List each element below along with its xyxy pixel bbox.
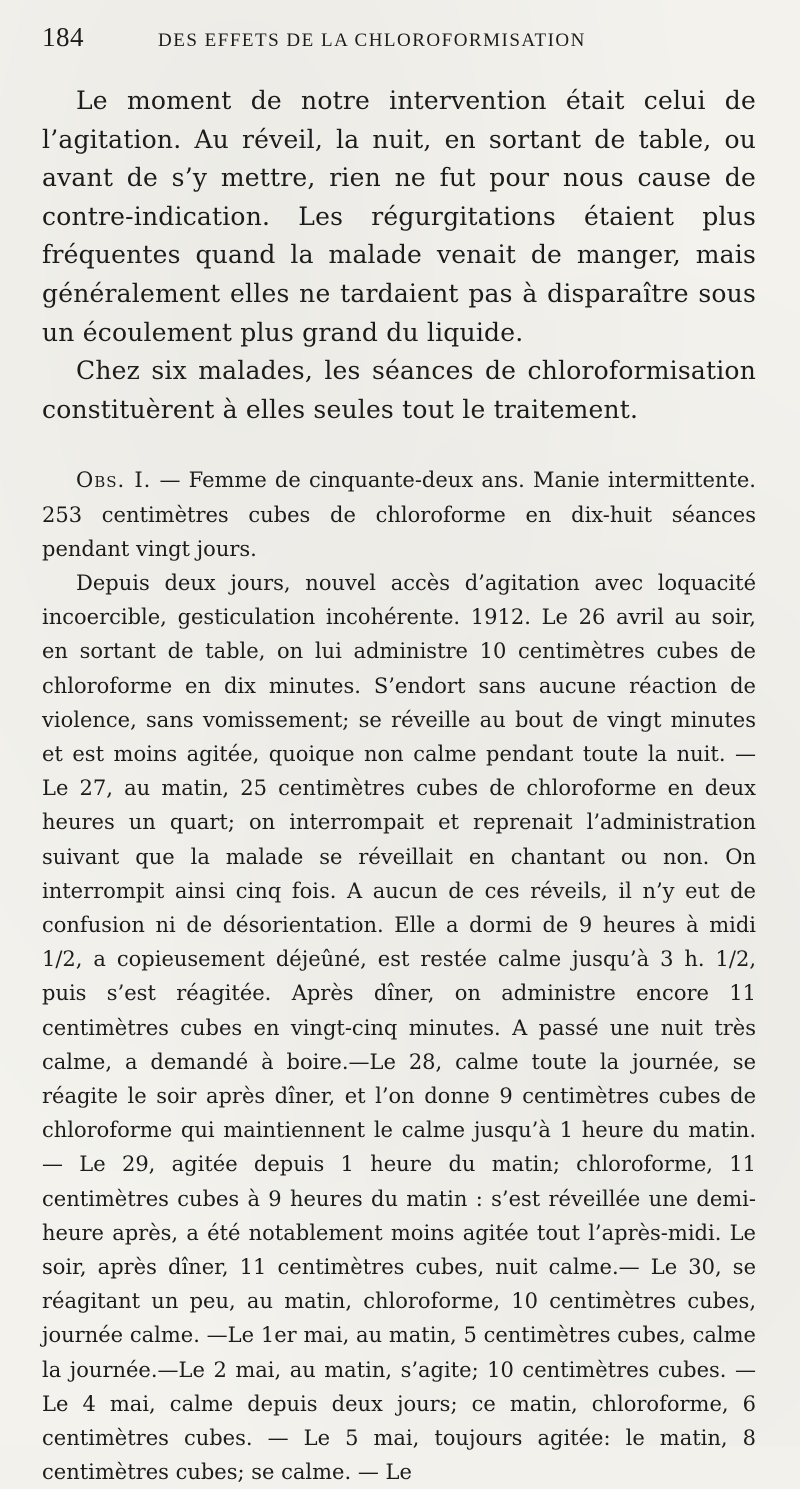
observation-summary: — Femme de cinquante-deux ans. Manie intermittente. 253 centimètres cubes de chloroforme en dix-huit séances pendant vingt jours. bbox=[42, 468, 756, 561]
observation-heading bbox=[42, 463, 756, 566]
observation-block bbox=[42, 463, 756, 1489]
observation-label: Obs. I. bbox=[76, 468, 152, 493]
page-header bbox=[42, 22, 756, 72]
page-number: 184 bbox=[42, 22, 84, 52]
running-head: DES EFFETS DE LA CHLOROFORMISATION bbox=[158, 30, 586, 51]
paragraph-intervention: Le moment de notre intervention était celui de l’agitation. Au réveil, la nuit, en sortant de table, ou avant de s’y mettre, rien ne fut pour nous cause de contre-indication. Les régurgitations étaient plus fréquentes quand la malade venait de manger, mais généralement elles ne tardaient pas à disparaître sous un écoulement plus grand du liquide. bbox=[42, 86, 756, 347]
body-text bbox=[42, 82, 756, 429]
observation-text: Depuis deux jours, nouvel accès d’agitation avec loquacité incoercible, gesticulation incohérente. 1912. Le 26 avril au soir, en sortant de table, on lui administre 10 centimètres cubes de chloroforme en dix minutes. S’endort sans aucune réaction de violence, sans vomissement; se réveille au bout de vingt minutes et est moins agitée, quoique non calme pendant toute la nuit. — Le 27, au matin, 25 centimètres cubes de chloroforme en deux heures un quart; on interrompait et reprenait l’administration suivant que la malade se réveillait en chantant ou non. On interrompit ainsi cinq fois. A aucun de ces réveils, il n’y eut de confusion ni de désorientation. Elle a dormi de 9 heures à midi 1/2, a copieusement déjeûné, est restée calme jusqu’à 3 h. 1/2, puis s’est réagitée. Après dîner, on administre encore 11 centimètres cubes en vingt-cinq minutes. A passé une nuit très calme, a demandé à boire.—Le 28, calme toute la journée, se réagite le soir après dîner, et l’on donne 9 centimètres cubes de chloroforme qui maintiennent le calme jusqu’à 1 heure du matin. — Le 29, agitée depuis 1 heure du matin; chloroforme, 11 centimètres cubes à 9 heures du matin : s’est réveillée une demi-heure après, a été notablement moins agitée tout l’après-midi. Le soir, après dîner, 11 centimètres cubes, nuit calme.— Le 30, se réagitant un peu, au matin, chloroforme, 10 centimètres cubes, journée calme. —Le 1er mai, au matin, 5 centimètres cubes, calme la journée.—Le 2 mai, au matin, s’agite; 10 centimètres cubes. — Le 4 mai, calme depuis deux jours; ce matin, chloroforme, 6 centimètres cubes. — Le 5 mai, toujours agitée: le matin, 8 centimètres cubes; se calme. — Le bbox=[42, 570, 756, 1485]
paragraph-six-patients: Chez six malades, les séances de chloroformisation constituèrent à elles seules tout le traitement. bbox=[42, 356, 756, 424]
observation-body bbox=[42, 566, 756, 1489]
